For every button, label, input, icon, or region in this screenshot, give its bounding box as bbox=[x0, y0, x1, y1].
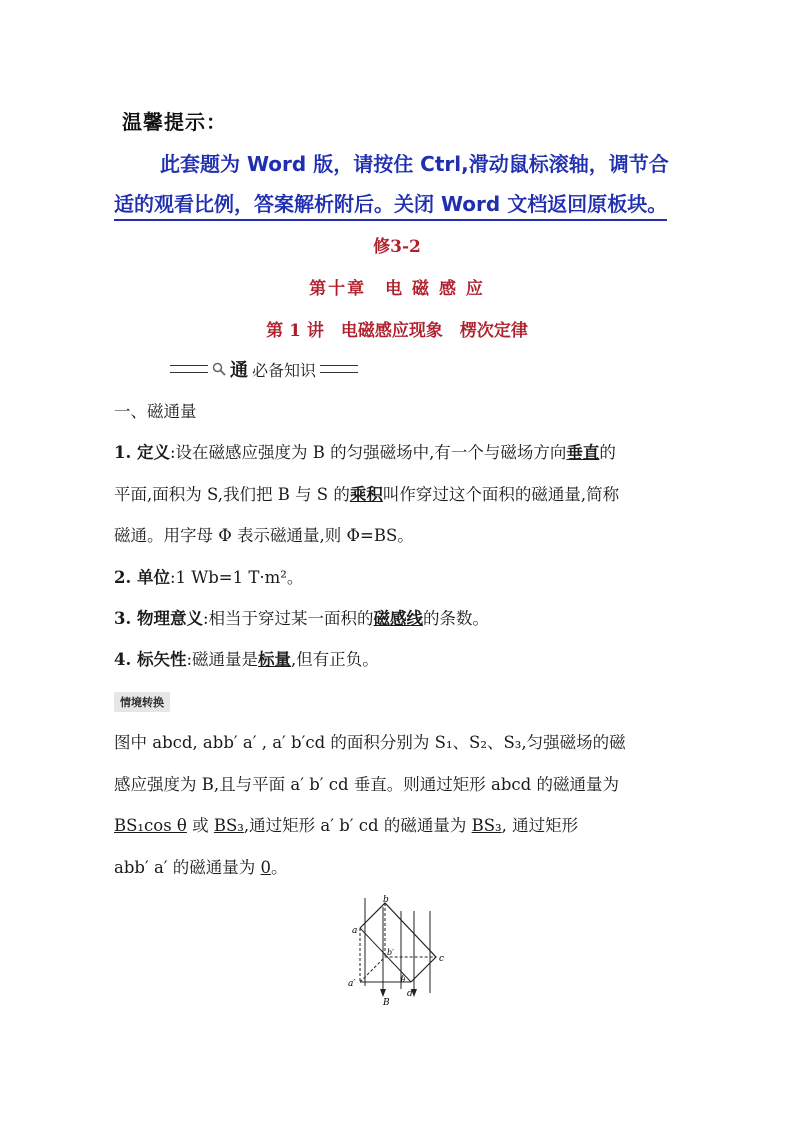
label-B: B bbox=[383, 998, 390, 1008]
flux-diagram bbox=[343, 893, 453, 1008]
label-theta: θ bbox=[401, 976, 406, 984]
banner-rule-left bbox=[170, 365, 208, 373]
definition-line-1 bbox=[114, 442, 616, 464]
label-aprime: a′ bbox=[348, 979, 356, 989]
unit-line bbox=[114, 567, 303, 589]
meaning-text: 的条数。 bbox=[423, 609, 490, 628]
lecture-title: 第 1 讲 电磁感应现象 楞次定律 bbox=[266, 321, 528, 341]
label-c: c bbox=[439, 954, 445, 964]
label-a: a bbox=[352, 926, 358, 936]
context-line-4 bbox=[114, 857, 288, 879]
keyword-perpendicular: 垂直 bbox=[566, 443, 600, 462]
definition-label: 1. 定义 bbox=[114, 443, 170, 462]
vector-line bbox=[114, 649, 379, 671]
unit-text: :1 Wb=1 T·m²。 bbox=[169, 568, 304, 587]
tip-line-2: 适的观看比例，答案解析附后。关闭 Word 文档返回原板块。 bbox=[114, 188, 667, 221]
context-text: 或 bbox=[186, 816, 214, 835]
banner-rule-right bbox=[320, 365, 358, 373]
definition-line-2 bbox=[114, 484, 619, 506]
vector-text: :磁通量是 bbox=[186, 650, 259, 669]
banner-icon-char: 通 bbox=[230, 360, 248, 381]
chapter-title: 第十章 电 磁 感 应 bbox=[309, 279, 485, 299]
banner-label: 必备知识 bbox=[252, 360, 317, 380]
label-bprime: b′ bbox=[387, 948, 394, 957]
meaning-line bbox=[114, 608, 489, 630]
definition-text: 的 bbox=[599, 443, 616, 462]
definition-text: 叫作穿过这个面积的磁通量,简称 bbox=[382, 485, 620, 504]
answer-4: 0 bbox=[260, 858, 272, 877]
context-line-3 bbox=[114, 815, 578, 837]
vector-text: ,但有正负。 bbox=[291, 650, 379, 669]
keyword-product: 乘积 bbox=[349, 485, 383, 504]
context-tag: 情境转换 bbox=[114, 692, 170, 712]
context-text: 。 bbox=[271, 858, 288, 877]
label-d: d bbox=[407, 989, 413, 999]
context-line-2: 感应强度为 B,且与平面 a′ b′ cd 垂直。则通过矩形 abcd 的磁通量为 bbox=[114, 775, 619, 794]
definition-text: 平面,面积为 S,我们把 B 与 S 的 bbox=[114, 485, 350, 504]
tip-title: 温馨提示： bbox=[122, 110, 227, 134]
meaning-label: 3. 物理意义 bbox=[114, 609, 203, 628]
book-title: 修3-2 bbox=[373, 237, 421, 257]
answer-1: BS₁cos θ bbox=[114, 816, 187, 835]
tip-line-1: 此套题为 Word 版，请按住 Ctrl,滑动鼠标滚轴，调节合 bbox=[160, 152, 669, 176]
context-text: ,通过矩形 a′ b′ cd 的磁通量为 bbox=[243, 816, 472, 835]
context-text: , 通过矩形 bbox=[501, 816, 579, 835]
field-arrow bbox=[380, 989, 386, 997]
unit-label: 2. 单位 bbox=[114, 568, 170, 587]
meaning-text: :相当于穿过某一面积的 bbox=[202, 609, 374, 628]
context-line-1: 图中 abcd, abb′ a′ , a′ b′cd 的面积分别为 S₁、S₂、S₃,匀强磁场的磁 bbox=[114, 733, 626, 752]
context-text: abb′ a′ 的磁通量为 bbox=[114, 858, 261, 877]
answer-3: BS₃ bbox=[471, 816, 502, 835]
definition-line-3: 磁通。用字母 Φ 表示磁通量,则 Φ=BS。 bbox=[114, 526, 414, 545]
magnifier-icon bbox=[212, 362, 226, 376]
label-b: b bbox=[383, 895, 389, 905]
rect-aprime-bprime-cd bbox=[360, 957, 436, 982]
answer-2: BS₃ bbox=[213, 816, 244, 835]
section-heading: 一、磁通量 bbox=[114, 402, 197, 421]
section-banner bbox=[170, 356, 358, 382]
keyword-field-lines: 磁感线 bbox=[373, 609, 424, 628]
vector-label: 4. 标矢性 bbox=[114, 650, 187, 669]
definition-text: :设在磁感应强度为 B 的匀强磁场中,有一个与磁场方向 bbox=[169, 443, 567, 462]
keyword-scalar: 标量 bbox=[258, 650, 292, 669]
